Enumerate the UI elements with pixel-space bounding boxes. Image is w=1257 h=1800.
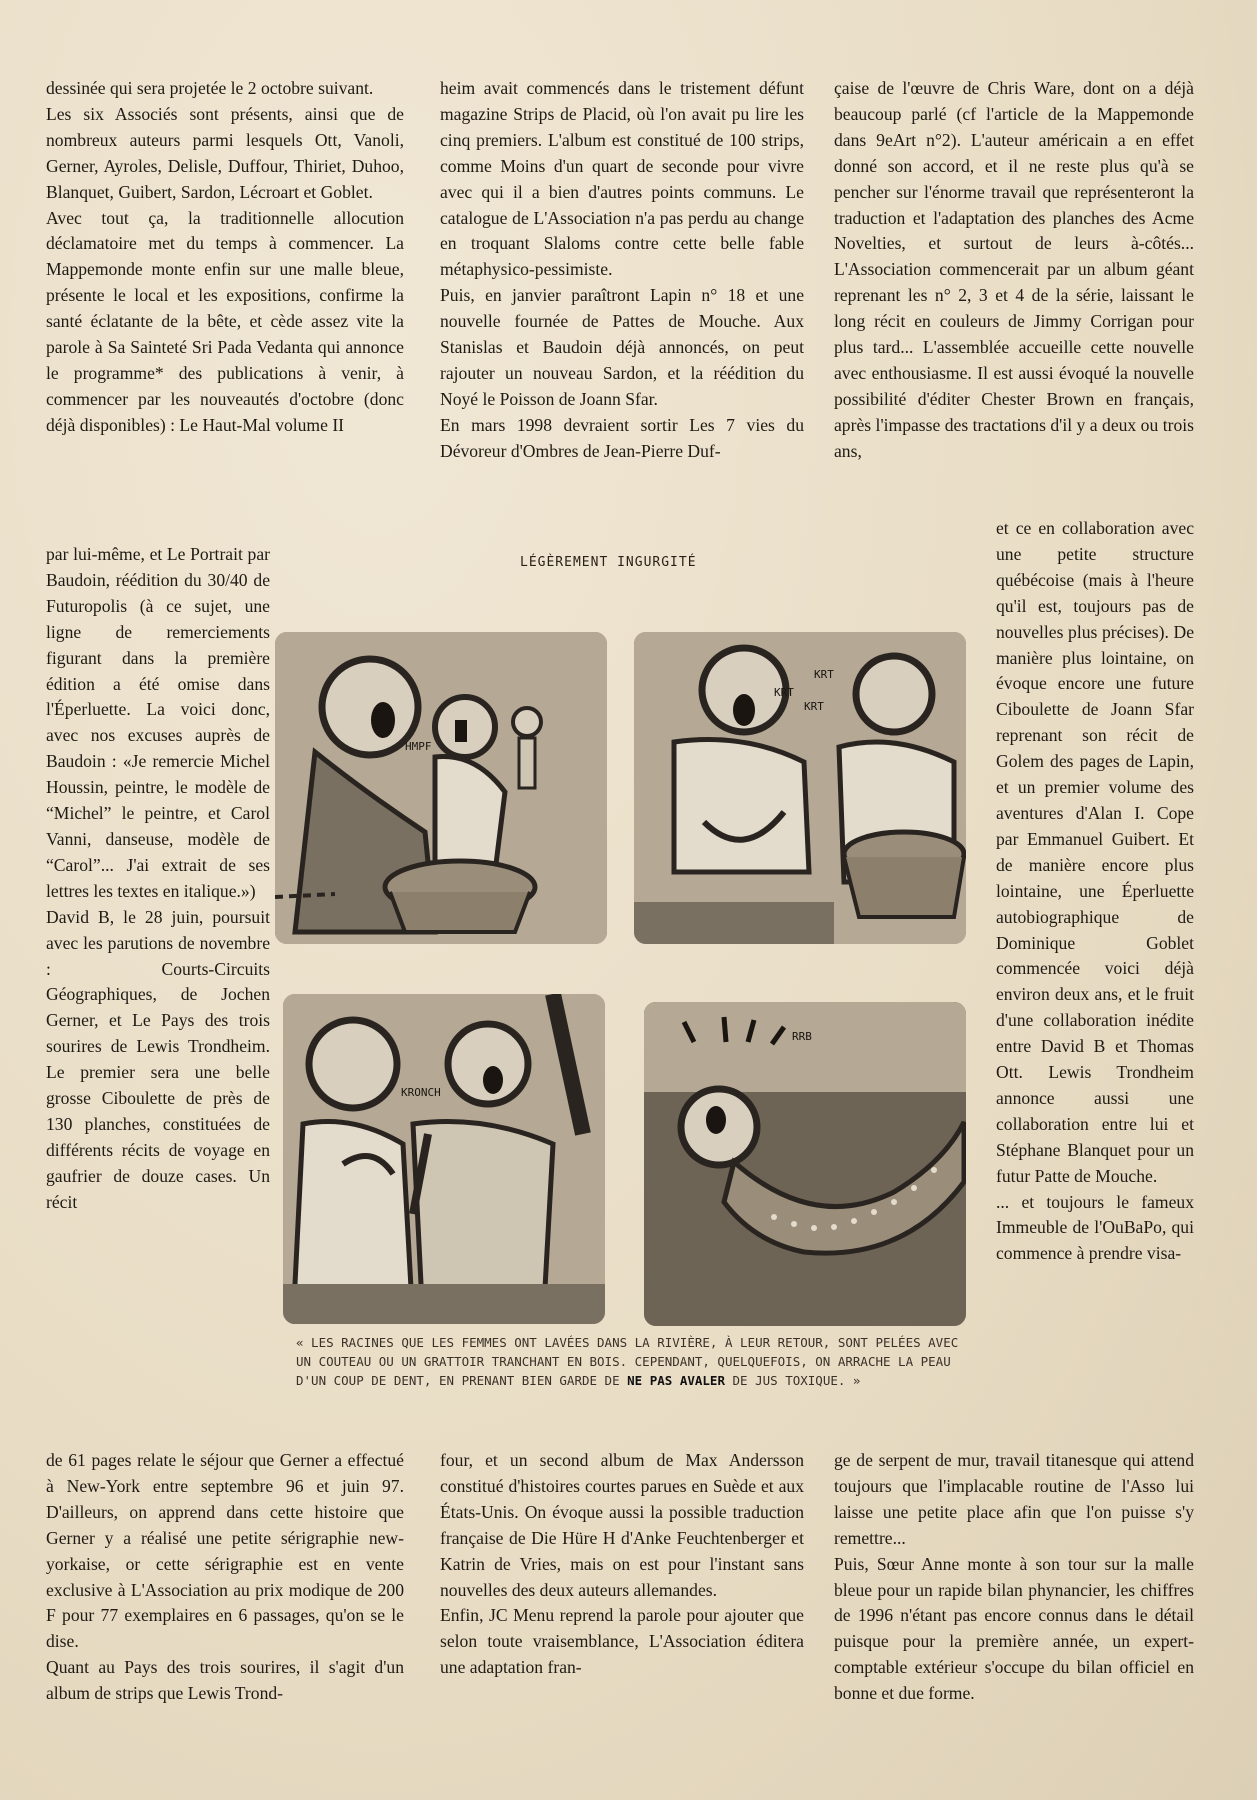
column-left-bottom [46, 1448, 404, 1707]
comic-panel-4 [644, 1002, 966, 1326]
column-right-top [834, 76, 1194, 465]
paragraph: Avec tout ça, la traditionnelle allocution déclamatoire met du temps à commencer. La Mappemonde monte enfin sur une malle bleue, présente le local et les expositions, confirme la santé éclatante de la bête, et cède assez vite la parole à Sa Sainteté Sri Pada Vedanta qui annonce le programme* des publications à venir, à commencer par les nouveautés d'octobre (donc déjà disponibles) : Le Haut-Mal volume II [46, 207, 404, 435]
caption-emphasis: NE PAS AVALER [627, 1373, 725, 1388]
comic-title: LÉGÈREMENT INGURGITÉ [520, 555, 697, 570]
comic-panel-3 [283, 994, 605, 1324]
sound-effect: HMPF [405, 740, 432, 753]
paragraph: Puis, en janvier paraîtront Lapin n° 18 et une nouvelle fournée de Pattes de Mouche. Aux Stanislas et Baudoin déjà annoncés, on peut rajouter un nouveau Sardon, et la réédition du Noyé le Poisson de Joann Sfar. [440, 285, 804, 409]
panel-2-illustration [634, 632, 966, 944]
paragraph: David B, le 28 juin, poursuit avec les parutions de novembre : Courts-Circuits Géographiques, de Jochen Gerner, et Le Pays des trois sourires de Lewis Trondheim. Le premier sera une belle grosse Ciboulette de près de 130 planches, constituées de différents récits de voyage en gaufrier de douze cases. Un récit [46, 906, 270, 1212]
paragraph: Enfin, JC Menu reprend la parole pour ajouter que selon toute vraisemblance, L'Association éditera une adaptation fran- [440, 1605, 804, 1678]
column-left-narrow [46, 542, 270, 1216]
sound-effect: RRB [792, 1030, 812, 1043]
sound-effect: KRONCH [401, 1086, 441, 1099]
panel-4-illustration [644, 1002, 966, 1326]
paragraph: de 61 pages relate le séjour que Gerner a effectué à New-York entre septembre 96 et juin 97. D'ailleurs, on apprend dans cette histoire que Gerner y a réalisé une petite sérigraphie new-yorkaise, or cette sérigraphie est en vente exclusive à L'Association au prix modique de 200 F pour 77 exemplaires en 6 passages, qu'on se le dise. [46, 1450, 404, 1652]
panel-3-illustration [283, 994, 605, 1324]
paragraph: ge de serpent de mur, travail titanesque qui attend toujours que l'implacable routine de l'Asso lui laisse une petite place afin que l'on puisse s'y remettre... [834, 1450, 1194, 1548]
paragraph: Quant au Pays des trois sourires, il s'agit d'un album de strips que Lewis Trond- [46, 1657, 404, 1704]
paragraph: En mars 1998 devraient sortir Les 7 vies du Dévoreur d'Ombres de Jean-Pierre Duf- [440, 414, 804, 461]
column-right-bottom [834, 1448, 1194, 1707]
caption-text: « LES RACINES QUE LES FEMMES ONT LAVÉES DANS LA RIVIÈRE, À LEUR RETOUR, SONT PELÉES AVEC UN COUTEAU OU UN GRATTOIR TRANCHANT EN BOIS. CEPENDANT, QUELQUEFOIS, ON ARRACHE LA PEAU D'UN COUP DE DENT, EN PRENANT BIEN GARDE DE [296, 1335, 959, 1388]
paragraph: ... et toujours le fameux Immeuble de l'OuBaPo, qui commence à prendre visa- [996, 1191, 1194, 1264]
paragraph: çaise de l'œuvre de Chris Ware, dont on a déjà beaucoup parlé (cf l'article de la Mappemonde dans 9eArt n°2). L'auteur américain a en effet donné son accord, et il ne reste plus qu'à se pencher sur l'énorme travail que représenteront la traduction et l'adaptation des planches des Acme Novelties, et surtout de leurs à-côtés... L'Association commencerait par un album géant reprenant les n° 2, 3 et 4 de la série, laissant le long récit en couleurs de Jimmy Corrigan pour plus tard... L'assemblée accueille cette nouvelle avec enthousiasme. Il est aussi évoqué la nouvelle possibilité d'éditer Chester Brown en français, après l'impasse des tractations d'il y a deux ou trois ans, [834, 78, 1194, 461]
paragraph: Les six Associés sont présents, ainsi que de nombreux auteurs parmi lesquels Ott, Vanoli, Gerner, Ayroles, Delisle, Duffour, Thiriet, Duhoo, Blanquet, Guibert, Sardon, Lécroart et Goblet. [46, 103, 404, 202]
comic-panel-2 [634, 632, 966, 944]
column-middle-top [440, 76, 804, 465]
column-middle-bottom [440, 1448, 804, 1681]
column-right-narrow [996, 516, 1194, 1267]
comic-caption [296, 1333, 966, 1390]
comic-panel-1 [275, 632, 607, 944]
paragraph: heim avait commencés dans le tristement défunt magazine Strips de Placid, où l'on avait pu lire les cinq premiers. L'album est constitué de 100 strips, comme Moins d'un quart de seconde pour vivre avec qui il a bien d'autres points communs. Le catalogue de L'Association n'a pas perdu au change en troquant Slaloms contre cette belle fable métaphysico-pessimiste. [440, 78, 804, 280]
paragraph: dessinée qui sera projetée le 2 octobre suivant. [46, 78, 374, 98]
sound-effect: KRT [804, 700, 824, 713]
column-left-top [46, 76, 404, 439]
paragraph: par lui-même, et Le Portrait par Baudoin, réédition du 30/40 de Futuropolis (à ce sujet, une ligne de remerciements figurant dans la première édition a été omise dans l'Éperluette. La voici donc, avec nos excuses auprès de Baudoin : «Je remercie Michel Houssin, peintre, le modèle de “Michel” le peintre, et Carol Vanni, danseuse, modèle de “Carol”... J'ai extrait de ses lettres les textes en italique.») [46, 544, 270, 901]
sound-effect: KRT [774, 686, 794, 699]
panel-1-illustration [275, 632, 607, 944]
paragraph: Puis, Sœur Anne monte à son tour sur la malle bleue pour un rapide bilan phynancier, les chiffres de 1996 n'étant pas encore connus dans le détail puisque pour la première année, un expert-comptable extérieur s'occupe du bilan officiel en bonne et due forme. [834, 1553, 1194, 1704]
paragraph: four, et un second album de Max Andersson constitué d'histoires courtes parues en Suède et aux États-Unis. On évoque aussi la possible traduction française de Die Hüre H d'Anke Feuchtenberger et Katrin de Vries, mais on est pour l'instant sans nouvelles des deux auteurs allemandes. [440, 1450, 804, 1600]
sound-effect: KRT [814, 668, 834, 681]
paragraph: et ce en collaboration avec une petite structure québécoise (mais à l'heure qu'il est, toujours pas de nouvelles plus précises). De manière plus lointaine, on évoque encore une future Ciboulette de Joann Sfar reprenant son récit de Golem des pages de Lapin, et un premier volume des aventures d'Alan I. Cope par Emmanuel Guibert. Et de manière encore plus lointaine, une Éperluette autobiographique de Dominique Goblet commencée voici déjà environ deux ans, et le fruit d'une collaboration inédite entre David B et Thomas Ott. Lewis Trondheim annonce aussi une collaboration entre lui et Stéphane Blanquet pour un futur Patte de Mouche. [996, 518, 1194, 1186]
caption-text-end: DE JUS TOXIQUE. » [732, 1373, 861, 1388]
